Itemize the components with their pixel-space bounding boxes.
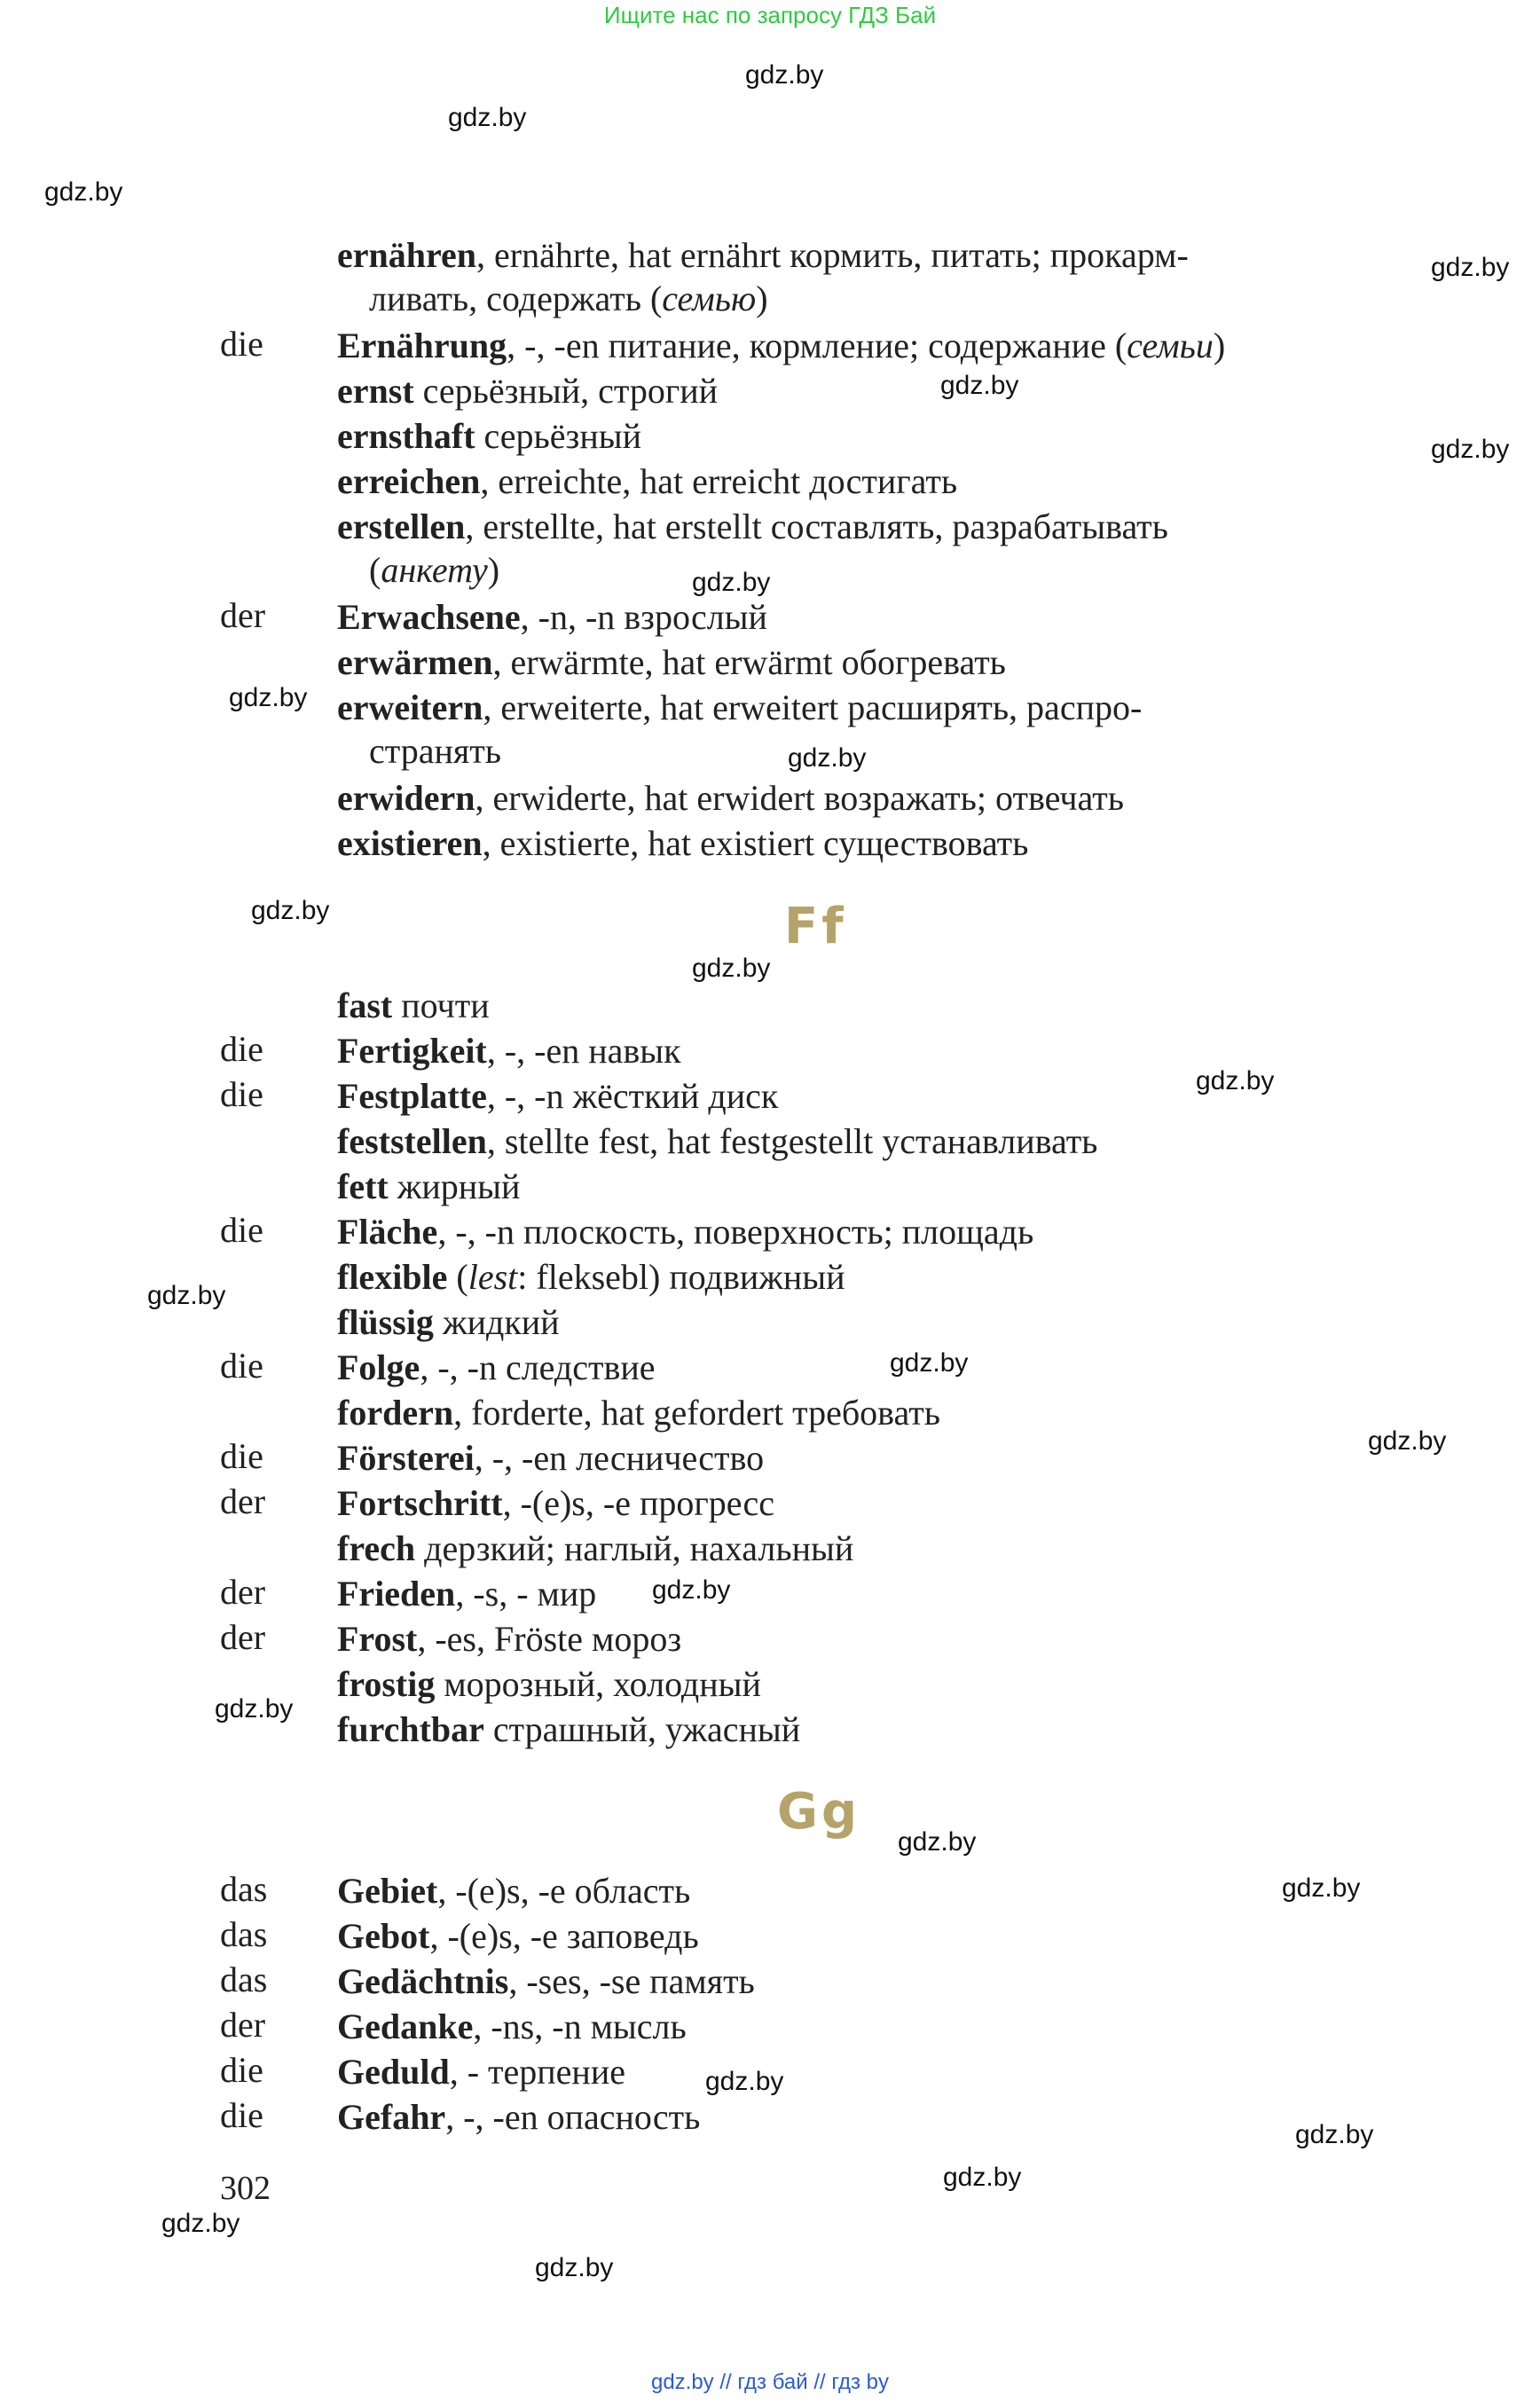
entry-headword: Frieden: [337, 1574, 456, 1614]
watermark: gdz.by: [1295, 2120, 1374, 2149]
dictionary-entry: [337, 685, 1415, 730]
entry-article: die: [220, 1210, 263, 1250]
entry-article: die: [220, 1074, 263, 1114]
dictionary-entry: [337, 1254, 1415, 1300]
watermark: gdz.by: [788, 743, 867, 773]
entry-article: das: [220, 1869, 268, 1909]
dictionary-entry: [337, 413, 1415, 459]
entry-note: анкету: [381, 550, 488, 590]
entry-definition: жидкий: [433, 1302, 560, 1342]
entry-definition: , -, -en навык: [486, 1031, 681, 1071]
page-number: 302: [220, 2170, 271, 2207]
entry-headword: flüssig: [337, 1302, 434, 1342]
dictionary-entry: [337, 1164, 1415, 1209]
entry-headword: erreichen: [337, 461, 481, 501]
entry-article: der: [220, 1572, 266, 1612]
dictionary-entry: [337, 1616, 1415, 1661]
dictionary-entry: [337, 2049, 1415, 2094]
entry-headword: Gefahr: [337, 2097, 446, 2137]
watermark: gdz.by: [705, 2067, 784, 2096]
entry-article: der: [220, 595, 266, 635]
entry-note: семьи: [1127, 326, 1214, 365]
entry-definition: , -ns, -n мысль: [473, 2006, 687, 2046]
watermark: gdz.by: [251, 896, 330, 925]
watermark: gdz.by: [1431, 435, 1510, 464]
entry-headword: erweitern: [337, 687, 483, 727]
entry-definition: , ernährte, hat ernährt кормить, питать; прокарм-: [476, 235, 1189, 275]
watermark: gdz.by: [535, 2253, 614, 2282]
dictionary-entry: [337, 459, 1415, 504]
entry-article: die: [220, 2095, 263, 2135]
dictionary-entry: [337, 1661, 1415, 1707]
entry-definition: ): [1213, 326, 1226, 365]
entry-headword: ernsthaft: [337, 416, 475, 456]
entry-definition: : fleksebl) подвижный: [517, 1257, 845, 1297]
watermark: gdz.by: [1282, 1873, 1361, 1903]
dictionary-entry: [337, 504, 1415, 549]
entry-headword: Geduld: [337, 2052, 450, 2092]
entry-headword: ernst: [337, 371, 414, 411]
entry-article: die: [220, 1436, 263, 1476]
promo-banner[interactable]: Ищите нас по запросу ГДЗ Бай: [603, 2, 937, 28]
entry-definition: , erwiderte, hat erwidert возражать; отвечать: [475, 778, 1124, 818]
watermark: gdz.by: [1196, 1066, 1275, 1095]
entry-headword: Fertigkeit: [337, 1031, 487, 1071]
entry-headword: Gebot: [337, 1916, 430, 1956]
entry-definition: ): [756, 279, 768, 318]
watermark: gdz.by: [890, 1348, 969, 1378]
entry-definition: , forderte, hat gefordert требовать: [453, 1393, 940, 1433]
entry-definition: , -es, Fröste мороз: [417, 1619, 682, 1659]
dictionary-entry: [337, 1073, 1415, 1119]
entry-definition: , -n, -n взрослый: [520, 597, 767, 637]
entry-headword: frostig: [337, 1664, 436, 1704]
entry-definition: почти: [392, 986, 490, 1025]
entry-headword: Erwachsene: [337, 597, 521, 637]
entry-headword: existieren: [337, 823, 483, 863]
entry-definition: ): [487, 550, 500, 590]
entry-definition: , -(e)s, -e заповедь: [429, 1916, 699, 1956]
entry-headword: Frost: [337, 1619, 418, 1659]
dictionary-entry: [337, 2004, 1415, 2049]
entry-definition: ливать, содержать (: [369, 279, 663, 318]
section-letter-g: Gg: [777, 1783, 861, 1841]
dictionary-entry: [337, 1345, 1415, 1390]
dictionary-entry: [337, 2094, 1415, 2140]
dictionary-entry: [337, 1913, 1415, 1959]
entry-headword: flexible: [337, 1257, 448, 1297]
watermark: gdz.by: [215, 1694, 294, 1724]
entry-definition: , -, -en питание, кормление; содержание (: [507, 326, 1128, 365]
entry-article: der: [220, 1617, 266, 1657]
watermark: gdz.by: [44, 177, 123, 207]
dictionary-entry: [337, 368, 1415, 413]
dictionary-entry: [337, 1526, 1415, 1571]
entry-headword: Försterei: [337, 1438, 475, 1478]
entry-note: lest: [468, 1257, 518, 1297]
watermark: gdz.by: [147, 1281, 226, 1310]
entry-article: die: [220, 1029, 263, 1069]
entry-definition: , erstellte, hat erstellt составлять, разрабатывать: [465, 507, 1168, 546]
footer-links[interactable]: gdz.by // гдз бай // гдз by: [650, 2370, 890, 2394]
entry-article: der: [220, 2005, 266, 2045]
entry-definition: , -, -n плоскость, поверхность; площадь: [437, 1212, 1034, 1252]
entry-headword: Fläche: [337, 1212, 438, 1252]
watermark: gdz.by: [692, 568, 771, 597]
watermark: gdz.by: [161, 2209, 240, 2238]
entry-definition: , -(e)s, -e прогресс: [502, 1483, 775, 1523]
entry-definition: , erwärmte, hat erwärmt обогревать: [492, 642, 1006, 682]
dictionary-entry: [337, 1209, 1415, 1254]
watermark: gdz.by: [692, 954, 771, 983]
entry-headword: erwidern: [337, 778, 475, 818]
entry-definition: , -, -en опасность: [445, 2097, 701, 2137]
watermark: gdz.by: [745, 60, 824, 90]
entry-article: die: [220, 1346, 263, 1386]
entry-headword: feststellen: [337, 1121, 487, 1161]
entry-headword: Gedanke: [337, 2006, 474, 2046]
watermark: gdz.by: [940, 371, 1019, 400]
dictionary-entry: [337, 1571, 1415, 1616]
dictionary-entry: [337, 775, 1415, 821]
entry-headword: erwärmen: [337, 642, 493, 682]
entry-definition: , erreichte, hat erreicht достигать: [480, 461, 958, 501]
entry-article: der: [220, 1481, 266, 1521]
entry-headword: frech: [337, 1528, 416, 1568]
entry-headword: fordern: [337, 1393, 454, 1433]
entry-definition: дерзкий; наглый, нахальный: [415, 1528, 854, 1568]
entry-headword: Fortschritt: [337, 1483, 503, 1523]
entry-headword: ernähren: [337, 235, 477, 275]
entry-note: семью: [662, 279, 757, 318]
watermark: gdz.by: [229, 683, 308, 712]
entry-headword: fast: [337, 986, 393, 1025]
entry-headword: Gedächtnis: [337, 1961, 509, 2001]
entry-article: die: [220, 2050, 263, 2090]
entry-definition: жирный: [388, 1166, 521, 1206]
entry-headword: erstellen: [337, 507, 466, 546]
dictionary-entry: [337, 1300, 1415, 1345]
dictionary-entry: [337, 1707, 1415, 1752]
entry-article: das: [220, 1914, 268, 1954]
watermark: gdz.by: [898, 1827, 977, 1857]
dictionary-entry: [337, 1480, 1415, 1526]
watermark: gdz.by: [1431, 253, 1510, 282]
watermark: gdz.by: [448, 103, 527, 132]
entry-definition: , -, -n жёсткий диск: [486, 1076, 779, 1116]
dictionary-entry: [337, 1868, 1415, 1913]
entry-definition: , -, -en лесничество: [474, 1438, 765, 1478]
entry-definition: , stellte fest, hat festgestellt устанавливать: [486, 1121, 1098, 1161]
dictionary-entry: [337, 983, 1415, 1028]
entry-definition: , -ses, -se память: [508, 1961, 755, 2001]
entry-definition: (: [447, 1257, 468, 1297]
entry-continuation: странять: [369, 731, 502, 771]
entry-definition: (: [369, 550, 381, 590]
dictionary-entry: [337, 323, 1415, 368]
entry-definition: страшный, ужасный: [483, 1709, 801, 1749]
entry-headword: furchtbar: [337, 1709, 484, 1749]
dictionary-entry: [337, 1390, 1415, 1435]
entry-headword: Folge: [337, 1347, 420, 1387]
dictionary-entry: [337, 1435, 1415, 1480]
section-letter-f: Ff: [784, 898, 847, 955]
entry-definition: , - терпение: [449, 2052, 625, 2092]
entry-headword: Gebiet: [337, 1871, 438, 1911]
dictionary-entry: [337, 1119, 1415, 1164]
entry-definition: морозный, холодный: [435, 1664, 761, 1704]
entry-continuation: [369, 549, 499, 591]
watermark: gdz.by: [652, 1575, 731, 1605]
entry-definition: , erweiterte, hat erweitert расширять, распро-: [483, 687, 1143, 727]
entry-definition: серьёзный, строгий: [413, 371, 719, 411]
dictionary-entry: [337, 1028, 1415, 1073]
dictionary-entry: [337, 640, 1415, 685]
entry-article: die: [220, 324, 263, 364]
entry-definition: серьёзный: [475, 416, 642, 456]
watermark: gdz.by: [943, 2163, 1022, 2192]
entry-definition: , -s, - мир: [455, 1574, 597, 1614]
entry-continuation: [369, 278, 768, 319]
entry-definition: , -(e)s, -e область: [437, 1871, 691, 1911]
entry-headword: fett: [337, 1166, 389, 1206]
entry-headword: Ernährung: [337, 326, 507, 365]
entry-definition: , existierte, hat existiert существовать: [482, 823, 1029, 863]
entry-definition: , -, -n следствие: [420, 1347, 656, 1387]
entry-article: das: [220, 1959, 268, 1999]
watermark: gdz.by: [1368, 1426, 1447, 1456]
entry-headword: Festplatte: [337, 1076, 487, 1116]
dictionary-entry: [337, 1959, 1415, 2004]
dictionary-entry: [337, 821, 1415, 866]
dictionary-entry: [337, 232, 1415, 278]
dictionary-entry: [337, 594, 1415, 640]
